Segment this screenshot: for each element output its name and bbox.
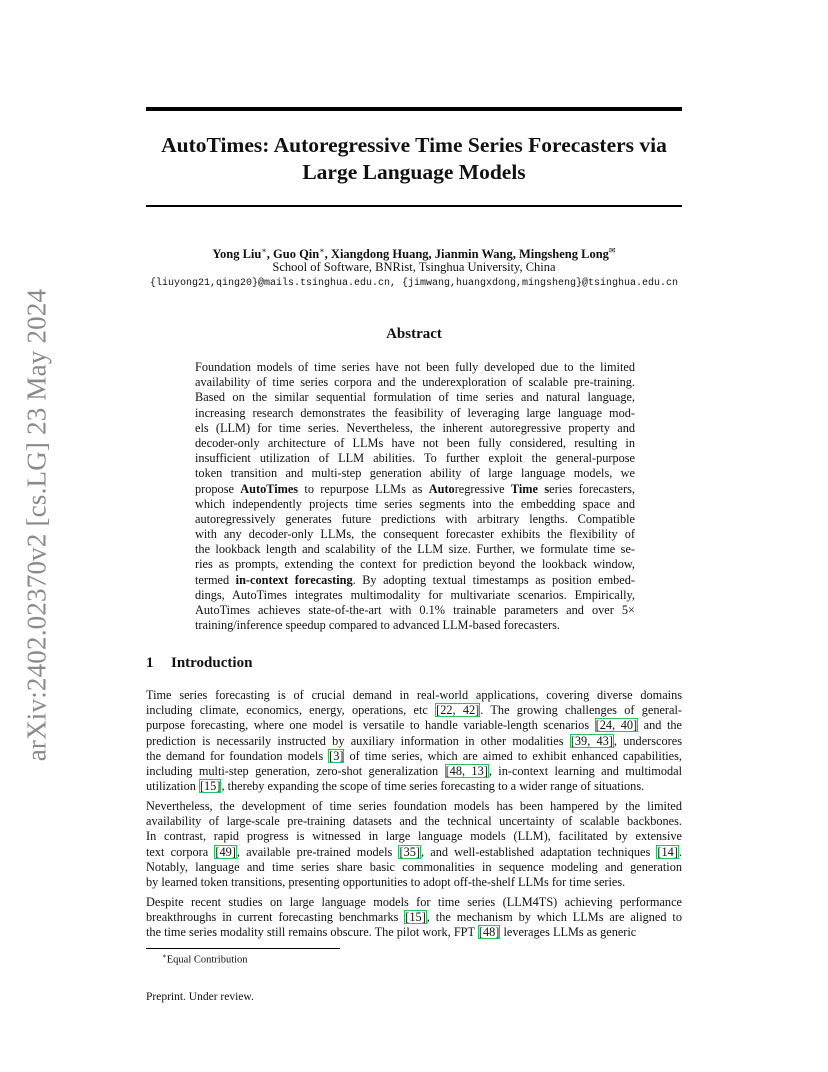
text-run: Notably, language and time series share basic commonalities in sequence modeling and generation: [146, 859, 682, 874]
citation-link[interactable]: [48]: [478, 925, 500, 940]
title-line-1: AutoTimes: Autoregressive Time Series Forecasters via: [161, 133, 667, 157]
author-emails: {liuyong21,qing20}@mails.tsinghua.edu.cn, {jimwang,huangxdong,mingsheng}@tsinghua.edu.cn: [149, 278, 679, 289]
text-run: regressive: [454, 481, 511, 496]
paragraph-line: [146, 829, 682, 844]
author-name: , Xiangdong Huang, Jianmin Wang, Mingsheng Long: [324, 247, 609, 262]
paper-title: [146, 132, 682, 186]
text-run: text corpora: [146, 844, 215, 859]
text-run: utilization: [146, 779, 199, 794]
text-run: , and well-established adaptation techniques: [420, 844, 657, 859]
abstract-line: which independently projects time series segments into the embedding space and: [195, 496, 635, 511]
abstract-line: ries as prompts, extending the context for prediction beyond the lookback window,: [195, 557, 635, 572]
abstract-line: with any decoder-only LLMs, the consequent forecaster exhibits the flexibility of: [195, 527, 635, 542]
key-term: in-context forecasting: [235, 572, 353, 587]
text-run: propose: [195, 481, 241, 496]
text-run: the time series modality still remains obscure. The pilot work, FPT: [146, 925, 478, 940]
text-run: .: [678, 844, 682, 859]
text-run: including multi-step generation, zero-shot generalization: [146, 763, 445, 778]
corresponding-author-icon: ✉: [608, 246, 616, 255]
abstract-line: increasing research demonstrates the feasibility of leveraging large language mod-: [195, 405, 635, 420]
paragraph-line: [146, 895, 682, 910]
text-run: eries forecasters,: [549, 481, 635, 496]
author-name: Yong Liu: [212, 247, 262, 262]
abstract-heading: Abstract: [386, 326, 442, 342]
abstract-line: AutoTimes achieves state-of-the-art with 0.1% trainable parameters and over 5×: [195, 603, 635, 617]
abstract-line-in-context: [195, 573, 635, 588]
equal-contribution-mark: ∗: [261, 246, 267, 255]
paragraph-line: [146, 910, 682, 925]
arxiv-identifier: [22, 275, 52, 775]
paragraph-line: [146, 749, 682, 764]
text-run: Time series forecasting is of crucial demand in real-world applications, covering diverse domains: [146, 688, 682, 702]
text-run: , thereby expanding the scope of time series forecasting to a wider range of situations.: [221, 779, 645, 794]
citation-link[interactable]: [39, 43]: [570, 733, 613, 748]
intro-paragraph-2: [146, 799, 682, 890]
text-run: including climate, economics, energy, operations, etc: [146, 703, 436, 718]
section-title: Introduction: [171, 655, 253, 671]
paragraph-line: [146, 688, 682, 703]
paragraph-line: [146, 814, 682, 829]
abstract-line: insufficient utilization of LLM abilities. To further exploit the general-purpose: [195, 451, 635, 466]
text-run: and the: [638, 718, 682, 733]
abstract-line: Based on the similar sequential formulation of time series and natural language,: [195, 390, 635, 405]
title-top-rule: [146, 107, 682, 111]
text-run: availability of large-scale pre-training datasets and the technical uncertainty of scalable backbones.: [146, 814, 682, 829]
text-run: , the mechanism by which LLMs are aligned to: [426, 910, 682, 925]
text-run: In contrast, rapid progress is witnessed in large language models (LLM), facilitated by extensive: [146, 829, 682, 844]
abstract-line: availability of time series corpora and the underexploration of scalable pre-training.: [195, 375, 635, 390]
text-run: purpose forecasting, where one model is versatile to handle variable-length scenarios: [146, 718, 595, 733]
text-run: prediction is necessarily instructed by auxiliary information in other modalities: [146, 733, 570, 748]
title-bottom-rule: [146, 205, 682, 207]
paragraph-line: [146, 718, 682, 733]
abstract-line: the lookback length and scalability of the LLM size. Further, we formulate time se-: [195, 542, 635, 557]
paragraph-line: [146, 779, 682, 794]
footnote-text: Equal Contribution: [166, 954, 248, 966]
paragraph-line: [146, 703, 682, 718]
abstract-line: Foundation models of time series have not been fully developed due to the limited: [195, 360, 635, 374]
text-run: of time series, which are aimed to exhibit enhanced capabilities,: [344, 748, 682, 763]
text-run: , underscores: [613, 733, 682, 748]
intro-paragraph-3: [146, 895, 682, 941]
text-run: by learned token transitions, presenting opportunities to adopt off-the-shelf LLMs for time series.: [146, 874, 626, 889]
citation-link[interactable]: [35]: [399, 844, 420, 859]
paragraph-line: [146, 799, 682, 814]
section-number: 1: [146, 655, 154, 671]
paragraph-line: [146, 764, 682, 779]
text-run: the demand for foundation models: [146, 748, 329, 763]
citation-link[interactable]: [14]: [657, 844, 678, 859]
text-run: Despite recent studies on large language models for time series (LLM4TS) achieving performance: [146, 895, 682, 909]
footnote-rule: [146, 948, 340, 949]
affiliation: School of Software, BNRist, Tsinghua University, China: [272, 260, 556, 274]
paragraph-line: [146, 734, 682, 749]
arxiv-identifier-text: arXiv:2402.02370v2 [cs.LG] 23 May 2024: [21, 288, 52, 762]
citation-link[interactable]: [15]: [199, 779, 221, 794]
acronym-emphasis: Time: [510, 481, 538, 496]
title-line-2: Large Language Models: [302, 160, 526, 184]
preprint-notice: Preprint. Under review.: [146, 991, 254, 1003]
abstract-line: autoregressively generates future predictions with arbitrary lengths. Compatible: [195, 511, 635, 526]
text-run: . By adopting textual timestamps as position embed-: [352, 572, 635, 587]
text-run: leverages LLMs as generic: [500, 925, 637, 940]
text-run: . The growing challenges of general-: [480, 703, 682, 718]
text-run: to repurpose LLMs as: [298, 481, 429, 496]
text-run: Nevertheless, the development of time series foundation models has been hampered by the limited: [146, 799, 682, 813]
method-name: AutoTimes: [240, 481, 299, 496]
footnote-mark: ∗: [162, 952, 167, 960]
abstract-line: dings, AutoTimes integrates multimodality for multivariate scenarios. Empirically,: [195, 587, 635, 602]
paragraph-line: [146, 860, 682, 875]
acronym-emphasis: Auto: [428, 481, 455, 496]
abstract-body: [195, 360, 635, 633]
acronym-emphasis: s: [544, 481, 550, 496]
citation-link[interactable]: [48, 13]: [445, 763, 488, 778]
paragraph-line: [146, 925, 682, 940]
citation-link[interactable]: [49]: [215, 844, 236, 859]
text-run: termed: [195, 572, 236, 587]
text-run: , in-context learning and multimodal: [488, 763, 682, 778]
abstract-line: training/inference speedup compared to advanced LLM-based forecasters.: [195, 618, 560, 633]
citation-link[interactable]: [15]: [405, 910, 426, 925]
equal-contribution-mark: ∗: [319, 246, 325, 255]
citation-link[interactable]: [3]: [329, 748, 344, 763]
citation-link[interactable]: [22, 42]: [436, 703, 480, 718]
abstract-line: token transition and multi-step generation ability of large language models, we: [195, 466, 635, 481]
author-name: , Guo Qin: [266, 247, 320, 262]
paragraph-line: [146, 845, 682, 860]
section-heading: [146, 655, 252, 672]
text-run: , available pre-trained models: [236, 844, 399, 859]
text-run: breakthroughs in current forecasting benchmarks: [146, 910, 405, 925]
abstract-line: decoder-only architecture of LLMs have not been fully considered, resulting in: [195, 435, 635, 450]
intro-paragraph-1: [146, 688, 682, 794]
citation-link[interactable]: [24, 40]: [595, 718, 638, 733]
paragraph-line: [146, 875, 682, 890]
abstract-line-autotimes: [195, 482, 635, 497]
footnote: [162, 952, 248, 966]
abstract-line: els (LLM) for time series. Nevertheless, the inherent autoregressive property and: [195, 420, 635, 435]
